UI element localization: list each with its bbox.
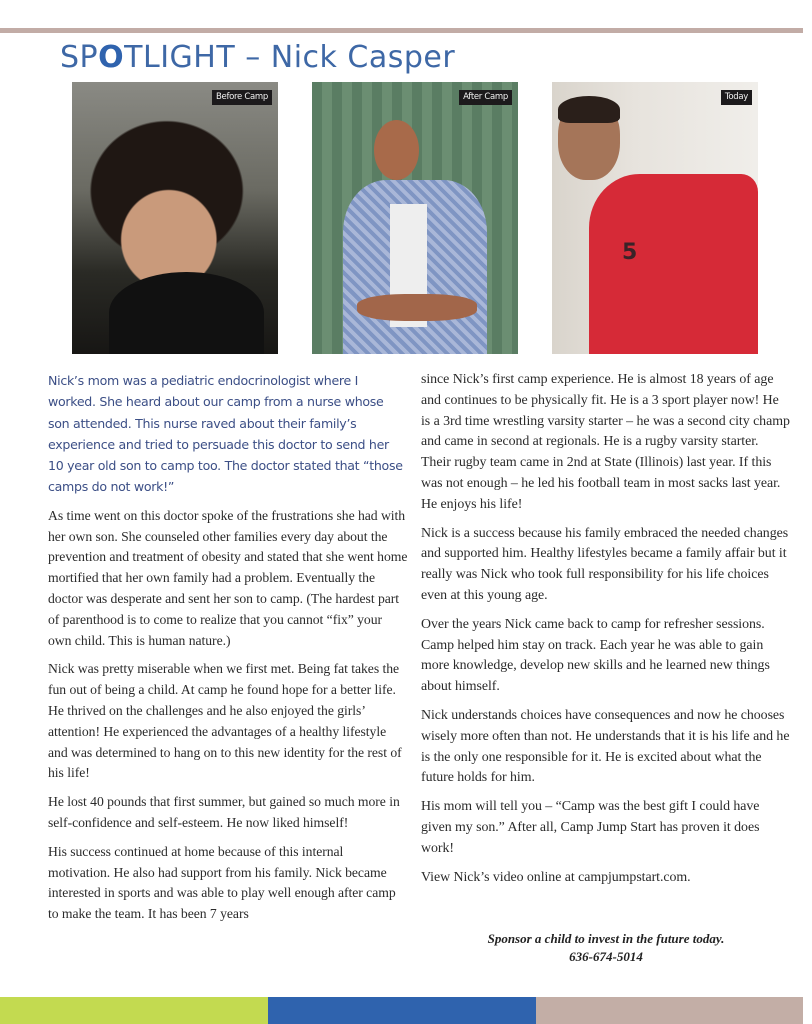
body-paragraph: Nick was pretty miserable when we first met. Being fat takes the fun out of being a child. At camp he found hope for a better life. He thrived on the challenges and he also enjoyed the girls’ attention! He experienced the advantages of a healthy lifestyle and was determined to hang on to this new identity for the rest of his life! bbox=[48, 661, 402, 781]
sponsor-line: Sponsor a child to invest in the future today. bbox=[487, 931, 725, 946]
photo-label: Today bbox=[721, 90, 752, 105]
photo-figure-arms bbox=[357, 294, 476, 321]
title-suffix: TLIGHT – Nick Casper bbox=[124, 40, 456, 75]
body-paragraph: Nick is a success because his family embraced the needed changes and supported him. Healthy lifestyles became a family affair but it really was Nick who took full responsibility for his life choices even at this young age. bbox=[421, 525, 789, 603]
photo-label: After Camp bbox=[459, 90, 512, 105]
photo-figure-shirt bbox=[589, 174, 758, 354]
left-column bbox=[48, 370, 408, 933]
body-paragraph: His success continued at home because of this internal motivation. He also had support from his family. Nick became interested in sports and was able to play well enough after camp to make the team. It has been 7 years bbox=[48, 843, 396, 922]
sponsor-callout bbox=[421, 930, 791, 966]
body-paragraph: Nick understands choices have consequences and now he chooses wisely more often than not. He understands that it is his life and he is the only one responsible for it. He is excited about what the future holds for him. bbox=[421, 707, 790, 786]
sponsor-phone: 636-674-5014 bbox=[569, 949, 643, 964]
video-link-paragraph: View Nick’s video online at campjumpstart.com. bbox=[421, 869, 691, 885]
photo-before-camp bbox=[72, 82, 278, 354]
photo-figure-head bbox=[374, 120, 419, 180]
body-paragraph: He lost 40 pounds that first summer, but gained so much more in self-confidence and self-esteem. He now liked himself! bbox=[48, 794, 400, 830]
footer-bar-tan bbox=[536, 997, 803, 1024]
photo-label: Before Camp bbox=[212, 90, 272, 105]
right-column bbox=[421, 370, 791, 896]
photo-figure-hair bbox=[558, 96, 620, 123]
body-paragraph: Over the years Nick came back to camp for refresher sessions. Camp helped him stay on track. Each year he was able to gain more knowledge, develop new skills and he learned new things about himself. bbox=[421, 616, 770, 695]
footer-bar-blue bbox=[268, 997, 536, 1024]
shirt-number: 5 bbox=[622, 239, 638, 265]
top-rule bbox=[0, 28, 803, 33]
photo-figure bbox=[109, 272, 264, 354]
title-prefix: SP bbox=[60, 40, 99, 75]
photo-after-camp bbox=[312, 82, 518, 354]
body-paragraph: As time went on this doctor spoke of the frustrations she had with her own son. She counseled other families every day about the prevention and treatment of obesity and stated that she went home mortified that her own family had a problem. Eventually the doctor was desperate and sent her son to camp. (The hardest part of parenthood is to come to realize that you cannot “fix” your own child. This is human nature.) bbox=[48, 507, 408, 648]
photo-today bbox=[552, 82, 758, 354]
body-paragraph: since Nick’s first camp experience. He is almost 18 years of age and continues to be physically fit. He is a 3 sport player now! He is a 3rd time wrestling varsity starter – he was a second city champ and came in second at regionals. He is a rugby varsity starter. Their rugby team came in 2nd at State (Illinois) last year. If this was not enough – he led his football team in most sacks last year. He enjoys his life! bbox=[421, 372, 790, 512]
page-title bbox=[60, 38, 455, 78]
title-o-mark: O bbox=[98, 40, 125, 75]
body-paragraph: His mom will tell you – “Camp was the best gift I could have given my son.” After all, Camp Jump Start has proven it does work! bbox=[421, 799, 760, 856]
intro-paragraph: Nick’s mom was a pediatric endocrinologist where I worked. She heard about our camp from a nurse whose son attended. This nurse raved about their family’s experience and tried to persuade this doctor to send her 10 year old son to camp too. The doctor stated that “those camps do not work!” bbox=[48, 373, 403, 495]
footer-bar-green bbox=[0, 997, 268, 1024]
